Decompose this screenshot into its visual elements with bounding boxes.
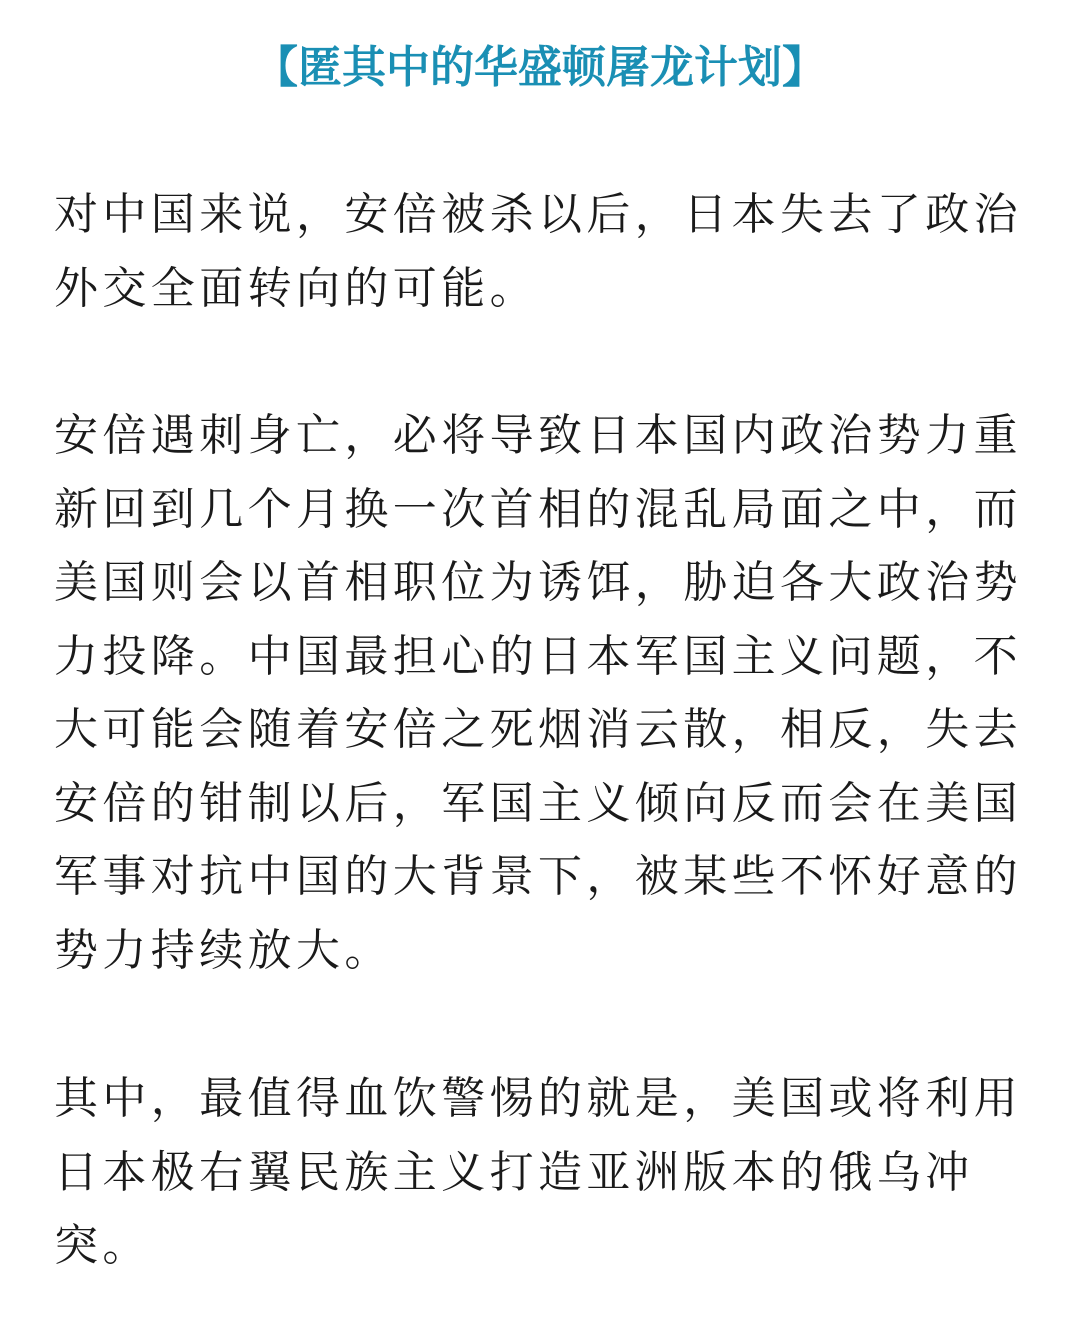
paragraph-line: 大可能会随着安倍之死烟消云散，相反，失去	[54, 704, 1022, 755]
paragraph-line: 日本极右翼民族主义打造亚洲版本的俄乌冲	[54, 1146, 974, 1198]
paragraph-line: 新回到几个月换一次首相的混乱局面之中，而	[54, 483, 1022, 535]
paragraph-3	[54, 1062, 1029, 1283]
section-heading: 【匿其中的华盛顿屠龙计划】	[254, 42, 826, 93]
paragraph-line: 势力持续放大。	[54, 924, 393, 976]
paragraph-line: 力投降。中国最担心的日本军国主义问题，不	[54, 630, 1022, 682]
paragraph-line: 突。	[54, 1220, 151, 1271]
paragraph-line: 军事对抗中国的大背景下，被某些不怀好意的	[54, 851, 1022, 902]
paragraph-line: 其中，最值得血饮警惕的就是，美国或将利用	[54, 1073, 1022, 1124]
paragraph-1	[54, 178, 1029, 325]
paragraph-line: 外交全面转向的可能。	[54, 262, 538, 314]
paragraph-line: 美国则会以首相职位为诱饵，胁迫各大政治势	[54, 557, 1022, 608]
paragraph-line: 对中国来说，安倍被杀以后，日本失去了政治	[54, 189, 1022, 240]
paragraph-line: 安倍遇刺身亡，必将导致日本国内政治势力重	[54, 410, 1022, 461]
paragraph-line: 安倍的钳制以后，军国主义倾向反而会在美国	[54, 777, 1022, 829]
paragraph-2	[54, 399, 1029, 987]
